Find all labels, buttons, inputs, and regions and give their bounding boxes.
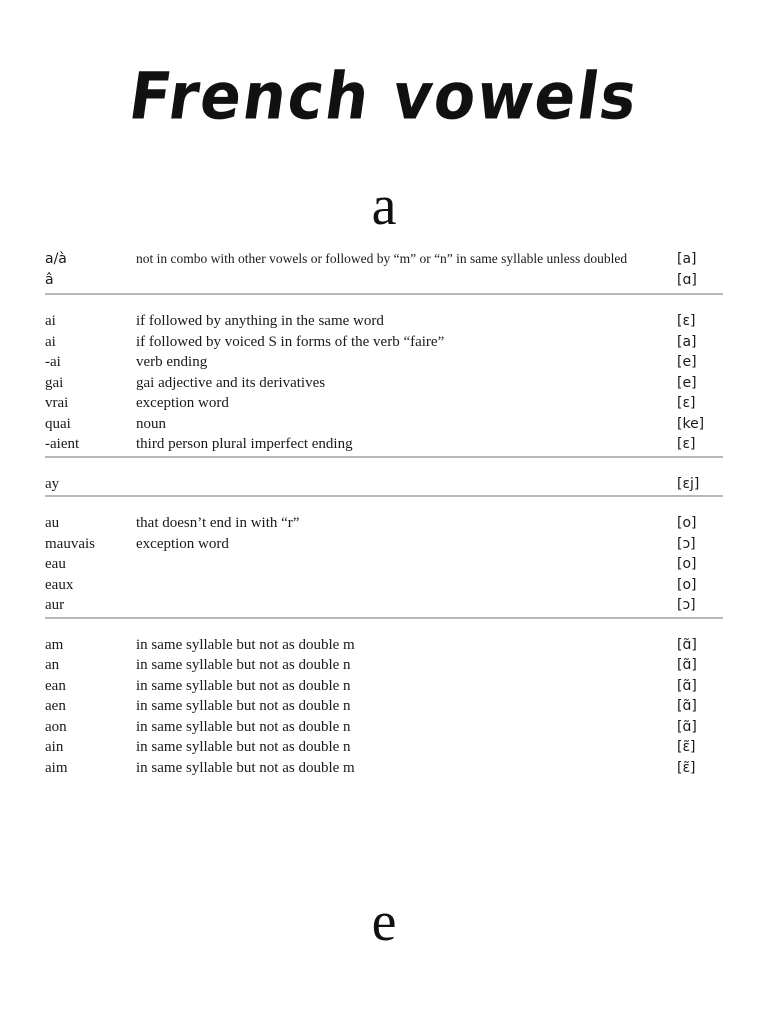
spelling-cell: â bbox=[45, 271, 54, 288]
spelling-cell: quai bbox=[45, 415, 71, 432]
table-row bbox=[45, 474, 723, 495]
table-row bbox=[45, 352, 723, 373]
ipa-cell: [ɔ] bbox=[677, 535, 696, 552]
spelling-cell: ai bbox=[45, 333, 56, 350]
table-row bbox=[45, 595, 723, 616]
description-cell: if followed by anything in the same word bbox=[136, 313, 384, 329]
table-group bbox=[45, 513, 723, 619]
spelling-cell: -aient bbox=[45, 436, 80, 452]
ipa-cell: [ɑ] bbox=[677, 271, 697, 288]
table-row bbox=[45, 696, 723, 717]
ipa-cell: [ɛj] bbox=[677, 475, 700, 492]
table-row bbox=[45, 373, 723, 394]
spelling-cell: vrai bbox=[45, 395, 69, 411]
spelling-cell: ain bbox=[45, 739, 64, 755]
spelling-cell: mauvais bbox=[45, 535, 95, 552]
ipa-cell: [ɑ̃] bbox=[677, 657, 697, 673]
vowel-table-a bbox=[45, 249, 723, 778]
spelling-cell: ai bbox=[45, 313, 56, 329]
table-group bbox=[45, 635, 723, 779]
table-row bbox=[45, 332, 723, 353]
table-row bbox=[45, 717, 723, 738]
ipa-cell: [o] bbox=[677, 576, 697, 593]
spelling-cell: ean bbox=[45, 677, 66, 694]
section-heading-a: a bbox=[371, 175, 397, 237]
ipa-cell: [ɛ] bbox=[677, 436, 696, 452]
spelling-cell: an bbox=[45, 657, 60, 673]
description-cell: that doesn’t end in with “r” bbox=[136, 515, 300, 531]
table-row bbox=[45, 434, 723, 455]
spelling-cell: au bbox=[45, 515, 60, 531]
ipa-cell: [o] bbox=[677, 556, 697, 572]
description-cell: noun bbox=[136, 415, 166, 432]
ipa-cell: [a] bbox=[677, 333, 697, 350]
table-row bbox=[45, 393, 723, 414]
spelling-cell: a/à bbox=[45, 251, 67, 267]
description-cell: exception word bbox=[136, 395, 229, 411]
ipa-cell: [ɛ̃] bbox=[677, 759, 696, 776]
description-cell: in same syllable but not as double m bbox=[136, 636, 355, 653]
table-row bbox=[45, 655, 723, 676]
table-group bbox=[45, 249, 723, 295]
description-cell: not in combo with other vowels or followed by “m” or “n” in same syllable unless doubled bbox=[136, 251, 628, 266]
description-cell: in same syllable but not as double n bbox=[136, 677, 351, 694]
table-row bbox=[45, 513, 723, 534]
table-group bbox=[45, 311, 723, 458]
spelling-cell: am bbox=[45, 636, 64, 653]
ipa-cell: [ɛ] bbox=[677, 395, 696, 411]
page-title: French vowels bbox=[124, 59, 644, 135]
spelling-cell: -ai bbox=[45, 354, 61, 370]
table-row bbox=[45, 534, 723, 555]
ipa-cell: [ɑ̃] bbox=[677, 677, 697, 694]
description-cell: in same syllable but not as double m bbox=[136, 759, 355, 776]
description-cell: exception word bbox=[136, 535, 229, 552]
description-cell: third person plural imperfect ending bbox=[136, 436, 353, 452]
spelling-cell: aur bbox=[45, 597, 65, 613]
table-group bbox=[45, 474, 723, 498]
spelling-cell: aen bbox=[45, 698, 66, 714]
section-heading-e: e bbox=[371, 891, 397, 953]
table-row bbox=[45, 575, 723, 596]
spelling-cell: aim bbox=[45, 759, 68, 776]
table-row bbox=[45, 414, 723, 435]
ipa-cell: [o] bbox=[677, 515, 697, 531]
table-row bbox=[45, 249, 723, 270]
description-cell: in same syllable but not as double n bbox=[136, 657, 351, 673]
table-row bbox=[45, 737, 723, 758]
ipa-cell: [a] bbox=[677, 251, 697, 267]
spelling-cell: gai bbox=[45, 374, 64, 391]
spelling-cell: eau bbox=[45, 556, 66, 572]
description-cell: gai adjective and its derivatives bbox=[136, 374, 326, 391]
ipa-cell: [ɑ̃] bbox=[677, 636, 697, 653]
spelling-cell: ay bbox=[45, 475, 60, 492]
ipa-cell: [ɔ] bbox=[677, 597, 696, 613]
table-row bbox=[45, 635, 723, 656]
spelling-cell: eaux bbox=[45, 576, 74, 593]
table-row bbox=[45, 270, 723, 291]
spelling-cell: aon bbox=[45, 718, 67, 735]
description-cell: in same syllable but not as double n bbox=[136, 698, 351, 714]
description-cell: in same syllable but not as double n bbox=[136, 739, 351, 755]
table-row bbox=[45, 311, 723, 332]
description-cell: verb ending bbox=[136, 354, 208, 370]
ipa-cell: [ɑ̃] bbox=[677, 718, 697, 735]
table-row bbox=[45, 758, 723, 779]
description-cell: if followed by voiced S in forms of the verb “faire” bbox=[136, 333, 445, 350]
table-row bbox=[45, 676, 723, 697]
table-row bbox=[45, 554, 723, 575]
description-cell: in same syllable but not as double n bbox=[136, 718, 351, 735]
ipa-cell: [ɛ̃] bbox=[677, 739, 696, 755]
ipa-cell: [ɛ] bbox=[677, 313, 696, 329]
ipa-cell: [e] bbox=[677, 374, 697, 391]
ipa-cell: [ɑ̃] bbox=[677, 698, 697, 714]
ipa-cell: [ke] bbox=[677, 415, 705, 432]
ipa-cell: [e] bbox=[677, 354, 697, 370]
